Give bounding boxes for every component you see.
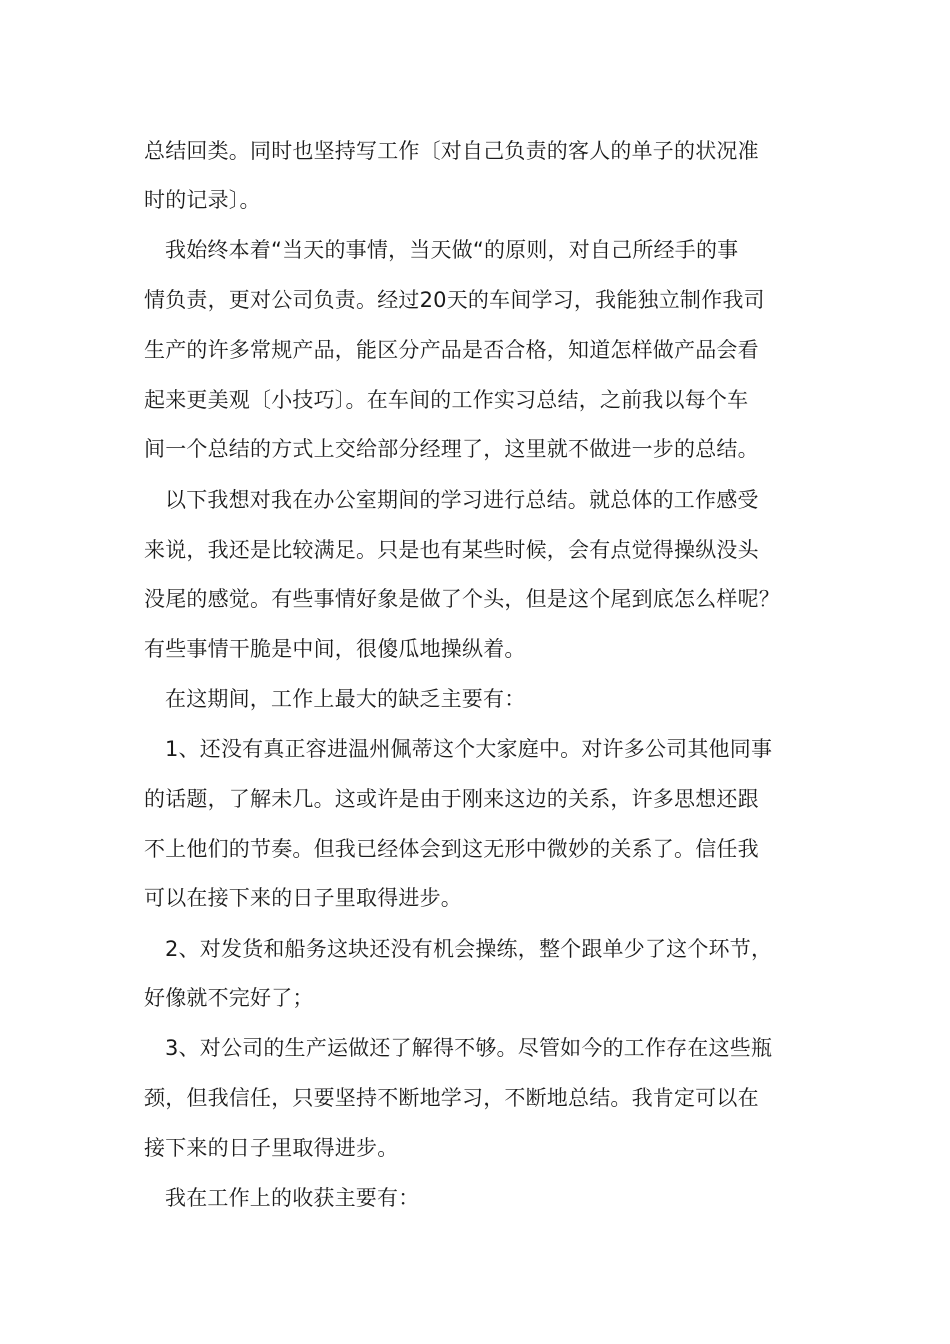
text-line: 总结回类。同时也坚持写工作〔对自己负责的客人的单子的状况准	[144, 139, 759, 163]
text-line: 时的记录〕。	[144, 188, 261, 212]
paragraph-start-line: 在这期间，工作上最大的缺乏主要有：	[165, 687, 526, 711]
text-line: 情负责，更对公司负责。经过20天的车间学习，我能独立制作我司	[144, 288, 765, 312]
text-line: 接下来的日子里取得进步。	[144, 1136, 399, 1160]
paragraph-start-line: 以下我想对我在办公室期间的学习进行总结。就总体的工作感受	[165, 488, 759, 512]
text-line: 的话题，了解未几。这或许是由于刚来这边的关系，许多思想还跟	[144, 787, 759, 811]
text-line: 起来更美观〔小技巧〕。在车间的工作实习总结，之前我以每个车	[144, 388, 749, 412]
text-line: 没尾的感觉。有些事情好象是做了个头，但是这个尾到底怎么样呢？	[144, 587, 780, 611]
text-line: 好像就不完好了；	[144, 986, 314, 1010]
paragraph-start-line: 我始终本着“当天的事情，当天做“的原则，对自己所经手的事	[165, 238, 739, 262]
text-line: 生产的许多常规产品，能区分产品是否合格，知道怎样做产品会看	[144, 338, 759, 362]
list-item-2-line: 2、对发货和船务这块还没有机会操练，整个跟单少了这个环节，	[165, 937, 773, 961]
list-item-3-line: 3、对公司的生产运做还了解得不够。尽管如今的工作存在这些瓶	[165, 1036, 773, 1060]
text-line: 间一个总结的方式上交给部分经理了，这里就不做进一步的总结。	[144, 437, 759, 461]
list-item-1-line: 1、还没有真正容进温州佩蒂这个大家庭中。对许多公司其他同事	[165, 737, 773, 761]
text-line: 可以在接下来的日子里取得进步。	[144, 886, 462, 910]
paragraph-start-line: 我在工作上的收获主要有：	[165, 1186, 420, 1210]
text-line: 颈，但我信任，只要坚持不断地学习，不断地总结。我肯定可以在	[144, 1086, 759, 1110]
text-line: 有些事情干脆是中间，很傻瓜地操纵着。	[144, 637, 526, 661]
text-line: 来说，我还是比较满足。只是也有某些时候，会有点觉得操纵没头	[144, 538, 759, 562]
text-line: 不上他们的节奏。但我已经体会到这无形中微妙的关系了。信任我	[144, 837, 759, 861]
